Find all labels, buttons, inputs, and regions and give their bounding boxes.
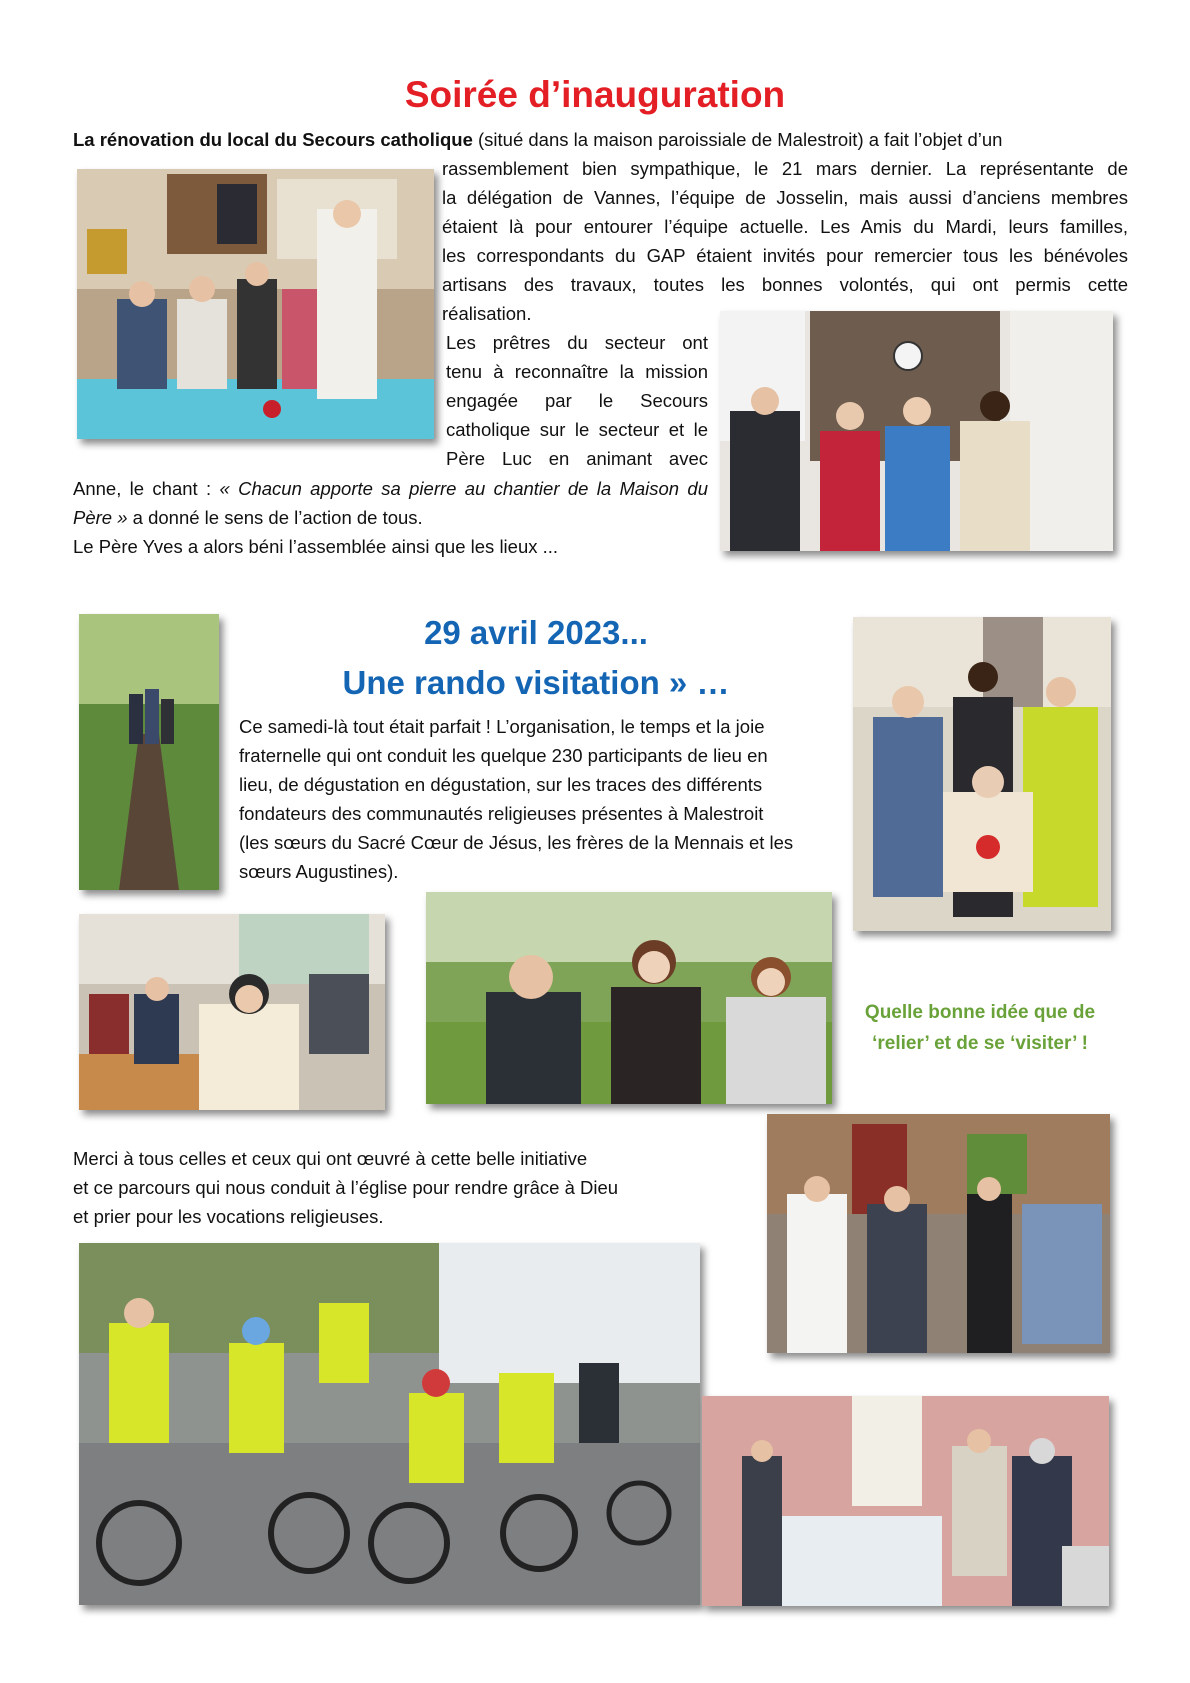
section1-intro <box>73 125 1128 154</box>
chant-prefix: Anne, le chant : <box>73 478 220 499</box>
para-line: fondateurs des communautés religieuses présentes à Malestroit <box>239 803 764 824</box>
section2-title-line2: Une rando visitation » … <box>342 664 730 701</box>
narrow-line: Les prêtres du secteur ont <box>446 332 708 353</box>
section2-title-line1: 29 avril 2023... <box>424 614 648 651</box>
narrow-line: engagée par le Secours <box>446 390 708 411</box>
section1-narrow-lines <box>446 328 708 473</box>
right-line: les correspondants du GAP étaient invités pour remercier tous les bénévoles <box>442 245 1128 266</box>
chant-quote-1: « Chacun apporte sa pierre au chantier de la Maison du <box>219 478 708 499</box>
narrow-line: Père Luc en animant avec <box>446 448 708 469</box>
chant-line <box>73 503 708 532</box>
right-line: étaient là pour entourer l’équipe actuelle. Les Amis du Mardi, leurs familles, <box>442 216 1128 237</box>
right-line: réalisation. <box>442 303 532 324</box>
para-line: lieu, de dégustation en dégustation, sur les traces des différents <box>239 774 763 795</box>
photo-celebration <box>720 311 1113 551</box>
right-line: la délégation de Vannes, l’équipe de Josselin, mais aussi d’anciens membres <box>442 187 1128 208</box>
green-line: Quelle bonne idée que de <box>864 1002 1096 1023</box>
thanks-line: et prier pour les vocations religieuses. <box>73 1206 384 1227</box>
photo-forest-path <box>79 614 219 890</box>
chant-line <box>73 474 708 503</box>
section1-chant <box>73 474 708 561</box>
closing-line: Le Père Yves a alors béni l’assemblée ainsi que les lieux ... <box>73 536 559 557</box>
para-line: fraternelle qui ont conduit les quelque 230 participants de lieu en <box>239 745 768 766</box>
narrow-line: catholique sur le secteur et le <box>446 419 708 440</box>
green-caption <box>840 997 1120 1059</box>
intro-rest: (situé dans la maison paroissiale de Malestroit) a fait l’objet d’un <box>472 129 1003 150</box>
narrow-line: tenu à reconnaître la mission <box>446 361 708 382</box>
right-line: artisans des travaux, toutes les bonnes volontés, qui ont permis cette <box>442 274 1128 295</box>
para-line: sœurs Augustines). <box>239 861 399 882</box>
section2-paragraph <box>239 712 839 886</box>
para-line: (les sœurs du Sacré Cœur de Jésus, les frères de la Mennais et les <box>239 832 794 853</box>
photo-group-wheelchair <box>853 617 1111 931</box>
photo-bicycle-group <box>79 1243 700 1605</box>
green-line: ‘relier’ et de se ‘visiter’ ! <box>872 1033 1088 1054</box>
intro-bold: La rénovation du local du Secours catholique <box>73 129 473 150</box>
photo-dining-hall <box>79 914 385 1110</box>
thanks-paragraph <box>73 1144 713 1231</box>
section1-right-lines <box>442 154 1128 328</box>
thanks-line: Merci à tous celles et ceux qui ont œuvré à cette belle initiative <box>73 1148 588 1169</box>
photo-blessing-local <box>77 169 434 439</box>
section1-title: Soirée d’inauguration <box>404 74 786 115</box>
thanks-line: et ce parcours qui nous conduit à l’église pour rendre grâce à Dieu <box>73 1177 619 1198</box>
para-line: Ce samedi-là tout était parfait ! L’organisation, le temps et la joie <box>239 716 765 737</box>
photo-indoor-visit <box>702 1396 1109 1606</box>
chant-quote-2: Père » <box>73 507 128 528</box>
photo-three-women <box>426 892 832 1104</box>
right-line: rassemblement bien sympathique, le 21 mars dernier. La représentante de <box>442 158 1128 179</box>
chant-suffix: a donné le sens de l’action de tous. <box>127 507 423 528</box>
photo-church-square <box>767 1114 1110 1353</box>
